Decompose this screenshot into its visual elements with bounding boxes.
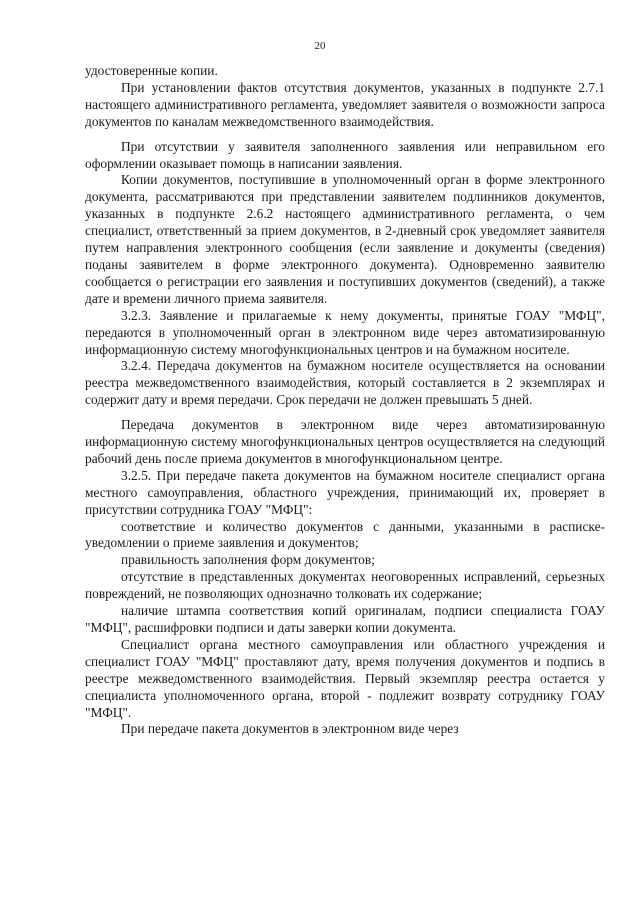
paragraph: При отсутствии у заявителя заполненного заявления или неправильном его оформлении оказывает помощь в написании заявления.: [85, 138, 605, 171]
paragraph: При установлении фактов отсутствия документов, указанных в подпункте 2.7.1 настоящего административного регламента, уведомляет заявителя о возможности запроса документов по каналам межведомственного взаимодействия.: [85, 79, 605, 129]
paragraph: наличие штампа соответствия копий оригиналам, подписи специалиста ГОАУ "МФЦ", расшифровки подписи и даты заверки копии документа.: [85, 603, 605, 635]
paragraph: Передача документов в электронном виде через автоматизированную информационную систему многофункциональных центров осуществляется на следующий рабочий день после приема документов в многофункциональном центре.: [85, 417, 605, 466]
paragraph: удостоверенные копии.: [85, 63, 218, 78]
paragraph: 3.2.5. При передаче пакета документов на бумажном носителе специалист органа местного самоуправления, областного учреждения, принимающий их, проверяет в присутствии сотрудника ГОАУ "МФЦ":: [85, 467, 605, 517]
paragraph: Специалист органа местного самоуправления или областного учреждения и специалист ГОАУ "МФЦ" проставляют дату, время получения документов и подпись в реестре межведомственного взаимодействия. Первый экземпляр реестра остается у специалиста уполномоченного органа, второй - подлежит возврату сотруднику ГОАУ "МФЦ".: [85, 636, 605, 720]
document-body: [85, 63, 605, 738]
paragraph: Копии документов, поступившие в уполномоченный орган в форме электронного документа, рассматриваются при представлении заявителем подлинников документов, указанных в подпункте 2.6.2 настоящего административного регламента, о чем специалист, ответственный за прием документов, в 2-дневный срок уведомляет заявителя путем направления электронного сообщения (если заявление и документы (сведения) поданы заявителем в форме электронного документа). Одновременно заявителю сообщается о регистрации его заявления и поступивших документов (сведений), а также дате и времени личного приема заявителя.: [85, 172, 605, 306]
page-number: 20: [314, 40, 326, 52]
paragraph: При передаче пакета документов в электронном виде через: [121, 721, 459, 737]
paragraph: правильность заполнения форм документов;: [121, 552, 375, 568]
paragraph: отсутствие в представленных документах неоговоренных исправлений, серьезных повреждений, не позволяющих однозначно толковать их содержание;: [85, 569, 605, 602]
paragraph: 3.2.4. Передача документов на бумажном носителе осуществляется на основании реестра межведомственного взаимодействия, который составляется в 2 экземплярах и содержит дату и время передачи. Срок передачи не должен превышать 5 дней.: [85, 358, 605, 408]
paragraph: 3.2.3. Заявление и прилагаемые к нему документы, принятые ГОАУ "МФЦ", передаются в уполномоченный орган в электронном виде через автоматизированную информационную систему многофункциональных центров и на бумажном носителе.: [85, 307, 605, 357]
paragraph: соответствие и количество документов с данными, указанными в расписке-уведомлении о приеме заявления и документов;: [85, 518, 605, 551]
